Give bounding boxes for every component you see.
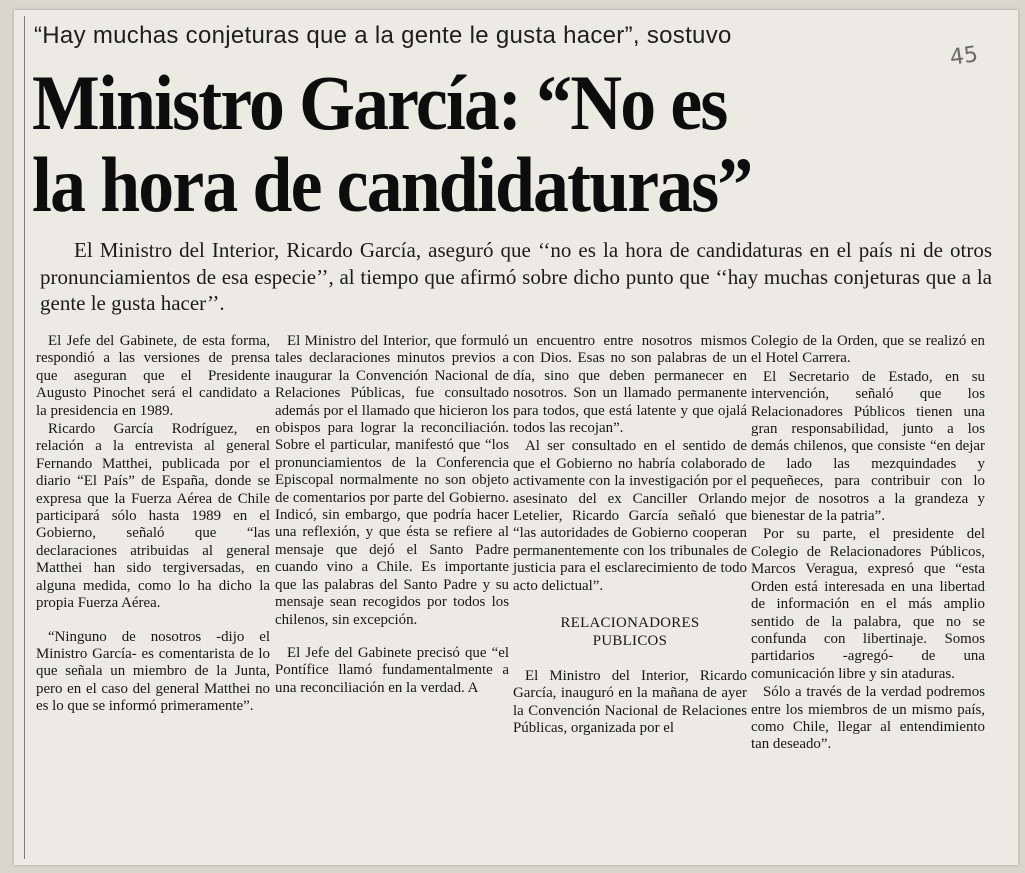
paragraph: “Ninguno de nosotros -dijo el Ministro García- es comentarista de lo que señala un miembro de la Junta, pero en el caso del general Matthei no es lo que se informó primeramente”. — [36, 628, 270, 715]
paragraph: El Jefe del Gabinete precisó que “el Pontífice llamó fundamentalmente a una reconciliación en la verdad. A — [275, 644, 509, 696]
paragraph: Al ser consultado en el sentido de que el Gobierno no habría colaborado activamente con la investigación por el asesinato del ex Canciller Orlando Letelier, Ricardo García señaló que “las autoridades de Gobierno cooperan permanentemente con los tribunales de justicia para el esclarecimiento de todo acto delictual”. — [513, 438, 747, 594]
paragraph: Por su parte, el presidente del Colegio de Relacionadores Públicos, Marcos Veragua, expresó que “esta Orden está interesada en una libertad de información en el más amplio sentido de la palabra, que no se confunda con libertinaje. Somos partidarios -agregó- de una comunicación libre y sin ataduras. — [751, 526, 985, 682]
paragraph: El Ministro del Interior, que formuló tales declaraciones minutos previos a inaugurar la Convención Nacional de Relaciones Públicas, fue consultado además por el llamado que hicieron los obispos para lograr la reconciliación. Sobre el particular, manifestó que “los pronunciamientos de la Conferencia Episcopal normalmente no son objeto de comentarios por parte del Gobierno. Indicó, sin embargo, que podría hacer una reflexión, y que ésta se refiere al mensaje que dejó el Santo Padre cuando vino a Chile. Es importante que las palabras del Santo Padre y su mensaje sean recogidos por todos los chilenos, sin excepción. — [275, 333, 509, 628]
newspaper-clipping — [14, 10, 1018, 865]
subhead-line-1: RELACIONADORES — [560, 615, 700, 632]
headline — [32, 59, 915, 228]
kicker-quote: “Hay muchas conjeturas que a la gente le gusta hacer”, sostuvo — [34, 22, 732, 49]
body-column-2 — [275, 333, 509, 698]
paragraph: Sólo a través de la verdad podremos entre los miembros de un mismo país, como Chile, llegar al entendimiento tan deseado”. — [751, 684, 985, 753]
paragraph: Colegio de la Orden, que se realizó en el Hotel Carrera. — [751, 333, 985, 367]
lead-paragraph: El Ministro del Interior, Ricardo García, aseguró que ‘‘no es la hora de candidaturas en el país ni de otros pronunciamientos de esa especie’’, al tiempo que afirmó sobre dicho punto que ‘‘hay muchas conjeturas que a la gente le gusta hacer’’. — [40, 238, 992, 315]
headline-line-2: la hora de candidaturas” — [32, 141, 752, 228]
body-column-1 — [36, 333, 270, 717]
paragraph: El Secretario de Estado, en su intervención, señaló que los Relacionadores Públicos tienen una gran responsabilidad, junto a los demás chilenos, que consiste “en dejar de lado las mezquindades y pequeñeces, para contribuir con lo mejor de nosotros a la grandeza y bienestar de la patria”. — [751, 368, 985, 525]
paragraph: Ricardo García Rodríguez, en relación a la entrevista al general Fernando Matthei, publicada por el diario “El País” de España, donde se expresa que la Fuerza Aérea de Chile participará sólo hasta 1989 en el Gobierno, señaló que “las declaraciones atribuidas al general Matthei han sido tergiversadas, en alguna medida, como lo ha dicho la propia Fuerza Aérea. — [36, 421, 270, 612]
column-rule — [24, 16, 25, 859]
handwritten-mark: 45 — [948, 42, 980, 71]
headline-line-1: Ministro García: “No es — [32, 59, 727, 146]
body-column-3 — [513, 333, 747, 739]
body-column-4 — [751, 333, 985, 755]
section-subhead — [513, 615, 747, 650]
paragraph: El Jefe del Gabinete, de esta forma, respondió a las versiones de prensa que aseguran que el Presidente Augusto Pinochet será el candidato a la presidencia en 1989. — [36, 333, 270, 419]
subhead-line-2: PUBLICOS — [592, 632, 668, 649]
paragraph: un encuentro entre nosotros mismos con Dios. Esas no son palabras de un día, sino que deben permanecer en nosotros. Son un llamado permanente para todos, que está latente y que ojalá todos las recojan”. — [513, 333, 747, 437]
paragraph: El Ministro del Interior, Ricardo García, inauguró en la mañana de ayer la Convención Nacional de Relaciones Públicas, organizada por el — [513, 667, 747, 737]
